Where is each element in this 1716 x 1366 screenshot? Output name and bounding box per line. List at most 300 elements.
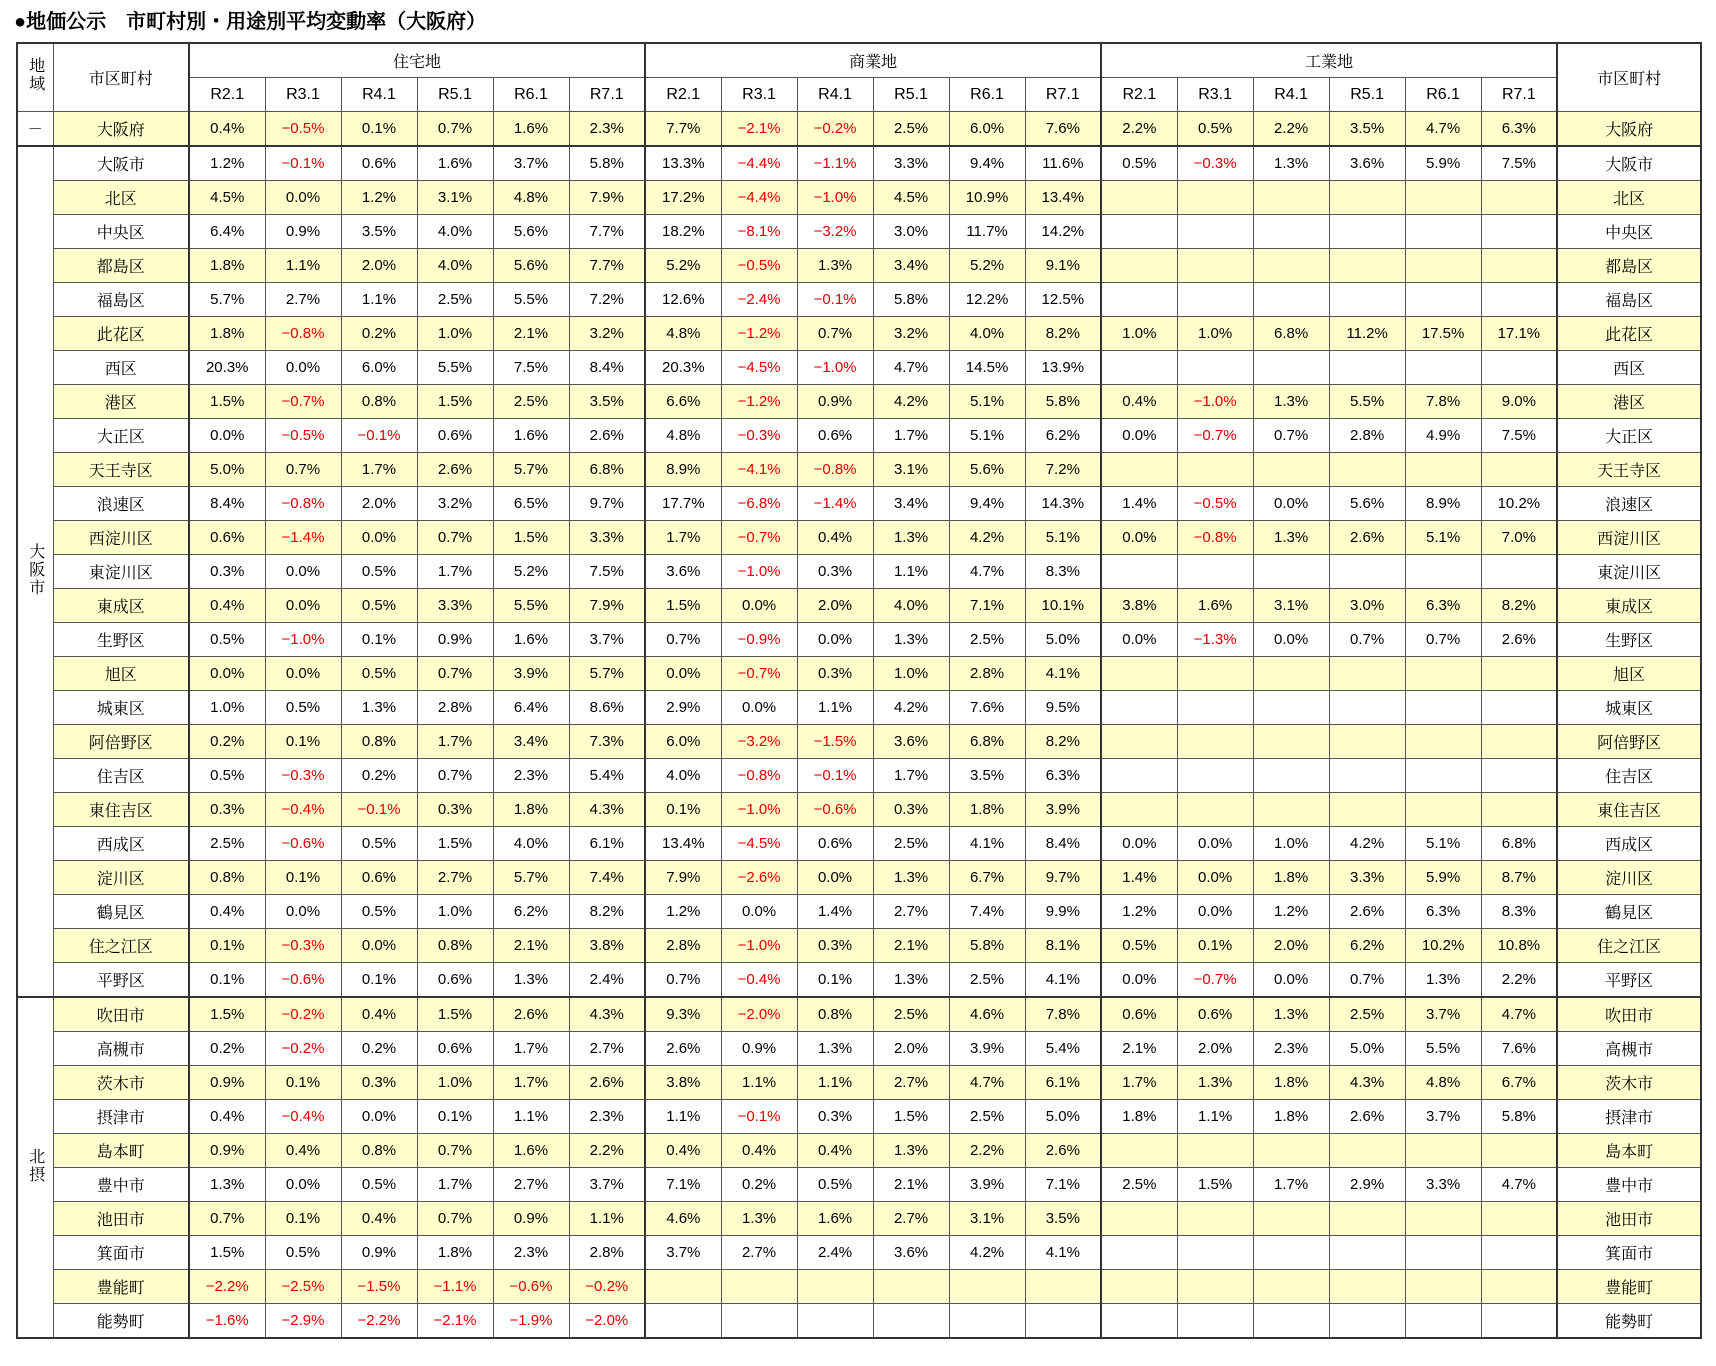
residential-r4-1-cell: 0.5% <box>341 895 417 929</box>
industrial-r7-1-cell: 2.2% <box>1481 963 1557 998</box>
commercial-r7-1-cell: 14.3% <box>1025 487 1101 521</box>
residential-r2-1-cell: −2.2% <box>189 1270 265 1304</box>
commercial-r5-1-cell: 1.3% <box>873 1134 949 1168</box>
residential-r2-1-cell: 0.5% <box>189 623 265 657</box>
industrial-header: 工業地 <box>1101 43 1557 78</box>
industrial-r7-1-cell: 9.0% <box>1481 385 1557 419</box>
commercial-r7-1-cell: 9.1% <box>1025 249 1101 283</box>
residential-r7-1-cell: 2.6% <box>569 1066 645 1100</box>
residential-r7-1-cell: 1.1% <box>569 1202 645 1236</box>
industrial-r2-1-cell: 1.4% <box>1101 487 1177 521</box>
residential-r2-1-cell: 0.2% <box>189 725 265 759</box>
industrial-r4-1-cell <box>1253 759 1329 793</box>
residential-r7-1-cell: 7.7% <box>569 249 645 283</box>
table-row <box>17 1236 1701 1270</box>
municipality-name-cell: 池田市 <box>53 1202 189 1236</box>
residential-r7-1-cell: −2.0% <box>569 1304 645 1339</box>
industrial-r2-1-cell <box>1101 351 1177 385</box>
residential-r7-1-cell: 7.4% <box>569 861 645 895</box>
commercial-r4-1-cell: 1.3% <box>797 1032 873 1066</box>
commercial-r6-1-cell: 4.2% <box>949 521 1025 555</box>
industrial-r3-1-cell: 0.5% <box>1177 112 1253 147</box>
industrial-r2-1-cell: 0.0% <box>1101 827 1177 861</box>
commercial-header: 商業地 <box>645 43 1101 78</box>
municipality-name-right-cell: 旭区 <box>1557 657 1701 691</box>
industrial-r2-1-cell <box>1101 1270 1177 1304</box>
municipality-header-left: 市区町村 <box>53 43 189 112</box>
commercial-r7-1-cell: 8.1% <box>1025 929 1101 963</box>
commercial-r3-1-cell: −0.7% <box>721 657 797 691</box>
industrial-r6-1-cell <box>1405 691 1481 725</box>
residential-r4-1-cell: 0.2% <box>341 317 417 351</box>
industrial-r2-1-cell: 1.8% <box>1101 1100 1177 1134</box>
table-row <box>17 112 1701 147</box>
industrial-r2-1-cell: 0.0% <box>1101 521 1177 555</box>
industrial-r6-1-cell: 5.1% <box>1405 521 1481 555</box>
industrial-r7-1-cell: 4.7% <box>1481 1168 1557 1202</box>
residential-r4-1-cell: 2.0% <box>341 487 417 521</box>
commercial-r6-1-cell: 10.9% <box>949 181 1025 215</box>
industrial-r2-1-cell: 0.0% <box>1101 623 1177 657</box>
industrial-r5-1-cell: 3.0% <box>1329 589 1405 623</box>
industrial-r4-1-cell: 1.3% <box>1253 521 1329 555</box>
table-row <box>17 1134 1701 1168</box>
commercial-r7-1-cell: 8.3% <box>1025 555 1101 589</box>
municipality-name-right-cell: 西区 <box>1557 351 1701 385</box>
commercial-r2-1-cell: 1.7% <box>645 521 721 555</box>
residential-r6-1-cell: 5.6% <box>493 249 569 283</box>
municipality-name-right-cell: 摂津市 <box>1557 1100 1701 1134</box>
residential-r4-1-cell: 0.0% <box>341 929 417 963</box>
commercial-r4-1-cell: 0.3% <box>797 1100 873 1134</box>
municipality-name-cell: 大阪市 <box>53 146 189 181</box>
industrial-r3-1-cell <box>1177 759 1253 793</box>
commercial-r6-1-cell: 4.0% <box>949 317 1025 351</box>
industrial-r4-1-cell <box>1253 657 1329 691</box>
land-price-change-table <box>16 42 1702 1339</box>
industrial-r4-1-cell <box>1253 1236 1329 1270</box>
industrial-r7-1-cell: 7.5% <box>1481 146 1557 181</box>
commercial-r6-1-cell: 2.5% <box>949 963 1025 998</box>
commercial-r3-1-cell <box>721 1270 797 1304</box>
commercial-r4-1-cell: 1.3% <box>797 249 873 283</box>
industrial-r4-1-cell: 0.0% <box>1253 963 1329 998</box>
residential-r3-1-cell: 0.1% <box>265 861 341 895</box>
industrial-r5-1-cell: 5.6% <box>1329 487 1405 521</box>
residential-r6-1-cell: 6.4% <box>493 691 569 725</box>
commercial-r5-1-cell: 4.0% <box>873 589 949 623</box>
residential-r3-1-cell: 0.1% <box>265 1066 341 1100</box>
residential-r3-1-cell: −0.6% <box>265 963 341 998</box>
industrial-r4-1-cell: 1.8% <box>1253 1100 1329 1134</box>
commercial-r4-1-cell: −1.0% <box>797 351 873 385</box>
commercial-r3-1-cell: −2.6% <box>721 861 797 895</box>
commercial-r4-1-cell <box>797 1270 873 1304</box>
table-body <box>17 112 1701 1339</box>
year-header: R7.1 <box>1481 78 1557 112</box>
commercial-r3-1-cell: 1.1% <box>721 1066 797 1100</box>
commercial-r7-1-cell <box>1025 1270 1101 1304</box>
residential-r3-1-cell: −0.5% <box>265 419 341 453</box>
commercial-r6-1-cell: 3.9% <box>949 1168 1025 1202</box>
commercial-r3-1-cell: −2.0% <box>721 997 797 1032</box>
industrial-r6-1-cell: 6.3% <box>1405 895 1481 929</box>
commercial-r3-1-cell: −4.5% <box>721 351 797 385</box>
commercial-r3-1-cell: −2.4% <box>721 283 797 317</box>
residential-r5-1-cell: 0.7% <box>417 1202 493 1236</box>
municipality-name-cell: 島本町 <box>53 1134 189 1168</box>
municipality-name-right-cell: 吹田市 <box>1557 997 1701 1032</box>
residential-r5-1-cell: 1.7% <box>417 555 493 589</box>
year-header: R5.1 <box>1329 78 1405 112</box>
residential-r2-1-cell: 1.3% <box>189 1168 265 1202</box>
residential-r7-1-cell: 8.2% <box>569 895 645 929</box>
industrial-r6-1-cell <box>1405 283 1481 317</box>
industrial-r3-1-cell: −1.3% <box>1177 623 1253 657</box>
residential-r3-1-cell: −2.5% <box>265 1270 341 1304</box>
commercial-r6-1-cell: 6.8% <box>949 725 1025 759</box>
industrial-r7-1-cell <box>1481 793 1557 827</box>
commercial-r2-1-cell: 13.4% <box>645 827 721 861</box>
year-header: R7.1 <box>1025 78 1101 112</box>
commercial-r2-1-cell: 17.2% <box>645 181 721 215</box>
residential-r7-1-cell: 5.4% <box>569 759 645 793</box>
commercial-r2-1-cell: 0.4% <box>645 1134 721 1168</box>
commercial-r4-1-cell: 2.4% <box>797 1236 873 1270</box>
residential-r7-1-cell: 7.5% <box>569 555 645 589</box>
industrial-r7-1-cell: 10.8% <box>1481 929 1557 963</box>
year-header: R2.1 <box>1101 78 1177 112</box>
industrial-r5-1-cell: 2.9% <box>1329 1168 1405 1202</box>
industrial-r3-1-cell: −0.7% <box>1177 419 1253 453</box>
commercial-r4-1-cell: 0.8% <box>797 997 873 1032</box>
industrial-r2-1-cell: 0.6% <box>1101 997 1177 1032</box>
year-header: R5.1 <box>417 78 493 112</box>
commercial-r6-1-cell: 14.5% <box>949 351 1025 385</box>
industrial-r2-1-cell <box>1101 1202 1177 1236</box>
municipality-name-right-cell: 北区 <box>1557 181 1701 215</box>
industrial-r6-1-cell: 1.3% <box>1405 963 1481 998</box>
residential-r5-1-cell: 3.1% <box>417 181 493 215</box>
commercial-r2-1-cell: 3.6% <box>645 555 721 589</box>
residential-r5-1-cell: 1.5% <box>417 827 493 861</box>
industrial-r5-1-cell <box>1329 793 1405 827</box>
residential-r3-1-cell: 0.0% <box>265 895 341 929</box>
commercial-r6-1-cell: 4.7% <box>949 555 1025 589</box>
commercial-r5-1-cell: 3.0% <box>873 215 949 249</box>
industrial-r5-1-cell: 2.6% <box>1329 895 1405 929</box>
residential-r4-1-cell: −2.2% <box>341 1304 417 1339</box>
municipality-name-cell: 豊中市 <box>53 1168 189 1202</box>
residential-r6-1-cell: 2.6% <box>493 997 569 1032</box>
industrial-r5-1-cell <box>1329 691 1405 725</box>
industrial-r6-1-cell <box>1405 1236 1481 1270</box>
residential-r4-1-cell: 0.2% <box>341 759 417 793</box>
residential-r4-1-cell: −0.1% <box>341 419 417 453</box>
commercial-r3-1-cell: −0.8% <box>721 759 797 793</box>
commercial-r5-1-cell: 2.7% <box>873 1066 949 1100</box>
residential-r3-1-cell: 1.1% <box>265 249 341 283</box>
residential-r3-1-cell: 0.1% <box>265 725 341 759</box>
commercial-r2-1-cell: 17.7% <box>645 487 721 521</box>
municipality-name-cell: 港区 <box>53 385 189 419</box>
residential-r5-1-cell: 0.7% <box>417 521 493 555</box>
industrial-r7-1-cell: 8.7% <box>1481 861 1557 895</box>
municipality-name-cell: 淀川区 <box>53 861 189 895</box>
commercial-r7-1-cell: 6.1% <box>1025 1066 1101 1100</box>
industrial-r4-1-cell <box>1253 351 1329 385</box>
commercial-r7-1-cell: 5.0% <box>1025 623 1101 657</box>
industrial-r6-1-cell: 3.3% <box>1405 1168 1481 1202</box>
table-row <box>17 283 1701 317</box>
industrial-r6-1-cell: 3.7% <box>1405 997 1481 1032</box>
residential-r2-1-cell: 8.4% <box>189 487 265 521</box>
industrial-r2-1-cell <box>1101 657 1177 691</box>
industrial-r4-1-cell: 1.0% <box>1253 827 1329 861</box>
municipality-name-right-cell: 天王寺区 <box>1557 453 1701 487</box>
commercial-r3-1-cell: 0.0% <box>721 691 797 725</box>
industrial-r4-1-cell: 2.0% <box>1253 929 1329 963</box>
industrial-r4-1-cell <box>1253 249 1329 283</box>
commercial-r5-1-cell: 5.8% <box>873 283 949 317</box>
residential-r4-1-cell: 0.3% <box>341 1066 417 1100</box>
residential-r5-1-cell: 4.0% <box>417 249 493 283</box>
industrial-r2-1-cell <box>1101 1236 1177 1270</box>
residential-r7-1-cell: 6.1% <box>569 827 645 861</box>
residential-r4-1-cell: 0.8% <box>341 725 417 759</box>
residential-r5-1-cell: 0.7% <box>417 759 493 793</box>
commercial-r2-1-cell: 3.8% <box>645 1066 721 1100</box>
industrial-r7-1-cell: 6.7% <box>1481 1066 1557 1100</box>
residential-r6-1-cell: 2.1% <box>493 929 569 963</box>
commercial-r4-1-cell: 0.3% <box>797 555 873 589</box>
commercial-r4-1-cell: 0.1% <box>797 963 873 998</box>
table-row <box>17 861 1701 895</box>
commercial-r7-1-cell: 9.7% <box>1025 861 1101 895</box>
industrial-r4-1-cell: 3.1% <box>1253 589 1329 623</box>
industrial-r5-1-cell <box>1329 1134 1405 1168</box>
industrial-r7-1-cell <box>1481 1202 1557 1236</box>
table-row <box>17 249 1701 283</box>
residential-r3-1-cell: −0.8% <box>265 487 341 521</box>
residential-r3-1-cell: −0.8% <box>265 317 341 351</box>
commercial-r2-1-cell: 9.3% <box>645 997 721 1032</box>
industrial-r5-1-cell <box>1329 1270 1405 1304</box>
industrial-r7-1-cell <box>1481 1134 1557 1168</box>
residential-r2-1-cell: 1.0% <box>189 691 265 725</box>
table-row <box>17 1032 1701 1066</box>
residential-r4-1-cell: 0.5% <box>341 657 417 691</box>
commercial-r2-1-cell: 7.7% <box>645 112 721 147</box>
commercial-r4-1-cell: −0.1% <box>797 759 873 793</box>
commercial-r3-1-cell: −6.8% <box>721 487 797 521</box>
municipality-name-right-cell: 生野区 <box>1557 623 1701 657</box>
commercial-r2-1-cell: 7.1% <box>645 1168 721 1202</box>
table-row <box>17 1304 1701 1339</box>
residential-r6-1-cell: 1.5% <box>493 521 569 555</box>
commercial-r5-1-cell: 4.5% <box>873 181 949 215</box>
industrial-r7-1-cell <box>1481 1270 1557 1304</box>
commercial-r7-1-cell: 4.1% <box>1025 657 1101 691</box>
industrial-r7-1-cell <box>1481 1304 1557 1339</box>
commercial-r5-1-cell: 0.3% <box>873 793 949 827</box>
table-row <box>17 691 1701 725</box>
industrial-r5-1-cell <box>1329 725 1405 759</box>
residential-r3-1-cell: 0.0% <box>265 555 341 589</box>
industrial-r3-1-cell: −0.5% <box>1177 487 1253 521</box>
residential-r5-1-cell: 2.8% <box>417 691 493 725</box>
residential-r4-1-cell: 0.2% <box>341 1032 417 1066</box>
municipality-name-cell: 東成区 <box>53 589 189 623</box>
industrial-r7-1-cell: 2.6% <box>1481 623 1557 657</box>
commercial-r4-1-cell: 0.5% <box>797 1168 873 1202</box>
header-row-categories <box>17 43 1701 78</box>
commercial-r4-1-cell: 2.0% <box>797 589 873 623</box>
commercial-r7-1-cell: 4.1% <box>1025 963 1101 998</box>
municipality-name-right-cell: 住吉区 <box>1557 759 1701 793</box>
industrial-r4-1-cell <box>1253 1270 1329 1304</box>
commercial-r6-1-cell: 3.1% <box>949 1202 1025 1236</box>
industrial-r4-1-cell: 1.7% <box>1253 1168 1329 1202</box>
municipality-name-right-cell: 高槻市 <box>1557 1032 1701 1066</box>
table-row <box>17 521 1701 555</box>
residential-r2-1-cell: 2.5% <box>189 827 265 861</box>
residential-r5-1-cell: 1.7% <box>417 1168 493 1202</box>
residential-r6-1-cell: 0.9% <box>493 1202 569 1236</box>
residential-r4-1-cell: 0.9% <box>341 1236 417 1270</box>
commercial-r5-1-cell: 3.1% <box>873 453 949 487</box>
commercial-r3-1-cell: −1.2% <box>721 317 797 351</box>
residential-r4-1-cell: 0.5% <box>341 827 417 861</box>
commercial-r4-1-cell: 1.1% <box>797 1066 873 1100</box>
industrial-r7-1-cell: 6.8% <box>1481 827 1557 861</box>
industrial-r6-1-cell <box>1405 1202 1481 1236</box>
commercial-r7-1-cell: 6.2% <box>1025 419 1101 453</box>
commercial-r7-1-cell: 9.5% <box>1025 691 1101 725</box>
residential-r5-1-cell: 0.3% <box>417 793 493 827</box>
residential-r3-1-cell: 0.5% <box>265 691 341 725</box>
industrial-r2-1-cell <box>1101 453 1177 487</box>
residential-r5-1-cell: 1.7% <box>417 725 493 759</box>
industrial-r4-1-cell: 1.2% <box>1253 895 1329 929</box>
commercial-r7-1-cell: 13.4% <box>1025 181 1101 215</box>
industrial-r5-1-cell: 0.7% <box>1329 963 1405 998</box>
residential-r2-1-cell: 0.5% <box>189 759 265 793</box>
residential-r4-1-cell: −0.1% <box>341 793 417 827</box>
residential-r2-1-cell: 0.1% <box>189 929 265 963</box>
residential-r2-1-cell: 5.0% <box>189 453 265 487</box>
municipality-name-right-cell: 島本町 <box>1557 1134 1701 1168</box>
commercial-r6-1-cell: 9.4% <box>949 146 1025 181</box>
industrial-r4-1-cell <box>1253 793 1329 827</box>
residential-r5-1-cell: 1.8% <box>417 1236 493 1270</box>
municipality-name-right-cell: 平野区 <box>1557 963 1701 998</box>
commercial-r6-1-cell: 7.1% <box>949 589 1025 623</box>
commercial-r3-1-cell: −1.0% <box>721 929 797 963</box>
industrial-r3-1-cell <box>1177 555 1253 589</box>
commercial-r4-1-cell: 1.1% <box>797 691 873 725</box>
industrial-r4-1-cell: 0.0% <box>1253 623 1329 657</box>
residential-r7-1-cell: 9.7% <box>569 487 645 521</box>
table-row <box>17 453 1701 487</box>
industrial-r3-1-cell: −1.0% <box>1177 385 1253 419</box>
industrial-r6-1-cell: 5.5% <box>1405 1032 1481 1066</box>
residential-r2-1-cell: 0.9% <box>189 1066 265 1100</box>
residential-r6-1-cell: 1.6% <box>493 1134 569 1168</box>
residential-r5-1-cell: 0.8% <box>417 929 493 963</box>
commercial-r7-1-cell: 8.2% <box>1025 317 1101 351</box>
residential-r7-1-cell: 7.3% <box>569 725 645 759</box>
year-header: R6.1 <box>949 78 1025 112</box>
industrial-r3-1-cell <box>1177 657 1253 691</box>
industrial-r4-1-cell <box>1253 215 1329 249</box>
industrial-r2-1-cell: 2.2% <box>1101 112 1177 147</box>
commercial-r7-1-cell: 3.9% <box>1025 793 1101 827</box>
municipality-name-right-cell: 住之江区 <box>1557 929 1701 963</box>
residential-r7-1-cell: 3.8% <box>569 929 645 963</box>
industrial-r4-1-cell <box>1253 725 1329 759</box>
municipality-name-cell: 阿倍野区 <box>53 725 189 759</box>
residential-r2-1-cell: 1.5% <box>189 385 265 419</box>
industrial-r3-1-cell: 1.6% <box>1177 589 1253 623</box>
residential-r2-1-cell: 0.3% <box>189 793 265 827</box>
commercial-r3-1-cell: −0.1% <box>721 1100 797 1134</box>
residential-r7-1-cell: 3.7% <box>569 1168 645 1202</box>
residential-r7-1-cell: 5.7% <box>569 657 645 691</box>
residential-r2-1-cell: 1.2% <box>189 146 265 181</box>
residential-r4-1-cell: 6.0% <box>341 351 417 385</box>
residential-header: 住宅地 <box>189 43 645 78</box>
residential-r5-1-cell: 2.7% <box>417 861 493 895</box>
residential-r5-1-cell: 0.9% <box>417 623 493 657</box>
industrial-r5-1-cell: 5.0% <box>1329 1032 1405 1066</box>
industrial-r4-1-cell: 1.3% <box>1253 385 1329 419</box>
table-row <box>17 351 1701 385</box>
table-row <box>17 997 1701 1032</box>
commercial-r5-1-cell: 2.7% <box>873 1202 949 1236</box>
industrial-r6-1-cell <box>1405 181 1481 215</box>
residential-r4-1-cell: −1.5% <box>341 1270 417 1304</box>
commercial-r4-1-cell: −0.2% <box>797 112 873 147</box>
industrial-r7-1-cell <box>1481 1236 1557 1270</box>
residential-r6-1-cell: 2.7% <box>493 1168 569 1202</box>
region-cell <box>17 112 53 147</box>
residential-r4-1-cell: 0.4% <box>341 997 417 1032</box>
industrial-r7-1-cell: 7.0% <box>1481 521 1557 555</box>
municipality-name-cell: 平野区 <box>53 963 189 998</box>
residential-r7-1-cell: 2.8% <box>569 1236 645 1270</box>
residential-r6-1-cell: 2.3% <box>493 759 569 793</box>
residential-r4-1-cell: 0.0% <box>341 521 417 555</box>
residential-r7-1-cell: 5.8% <box>569 146 645 181</box>
industrial-r5-1-cell <box>1329 1304 1405 1339</box>
commercial-r4-1-cell: 0.6% <box>797 419 873 453</box>
residential-r2-1-cell: 6.4% <box>189 215 265 249</box>
residential-r7-1-cell: 7.9% <box>569 181 645 215</box>
commercial-r4-1-cell: 0.6% <box>797 827 873 861</box>
industrial-r4-1-cell <box>1253 181 1329 215</box>
industrial-r4-1-cell: 6.8% <box>1253 317 1329 351</box>
table-row <box>17 1270 1701 1304</box>
industrial-r3-1-cell: 0.0% <box>1177 861 1253 895</box>
table-row <box>17 1202 1701 1236</box>
commercial-r6-1-cell: 6.0% <box>949 112 1025 147</box>
region-header <box>17 43 53 112</box>
industrial-r5-1-cell: 5.5% <box>1329 385 1405 419</box>
commercial-r4-1-cell: −0.8% <box>797 453 873 487</box>
residential-r4-1-cell: 0.8% <box>341 385 417 419</box>
commercial-r7-1-cell: 3.5% <box>1025 1202 1101 1236</box>
